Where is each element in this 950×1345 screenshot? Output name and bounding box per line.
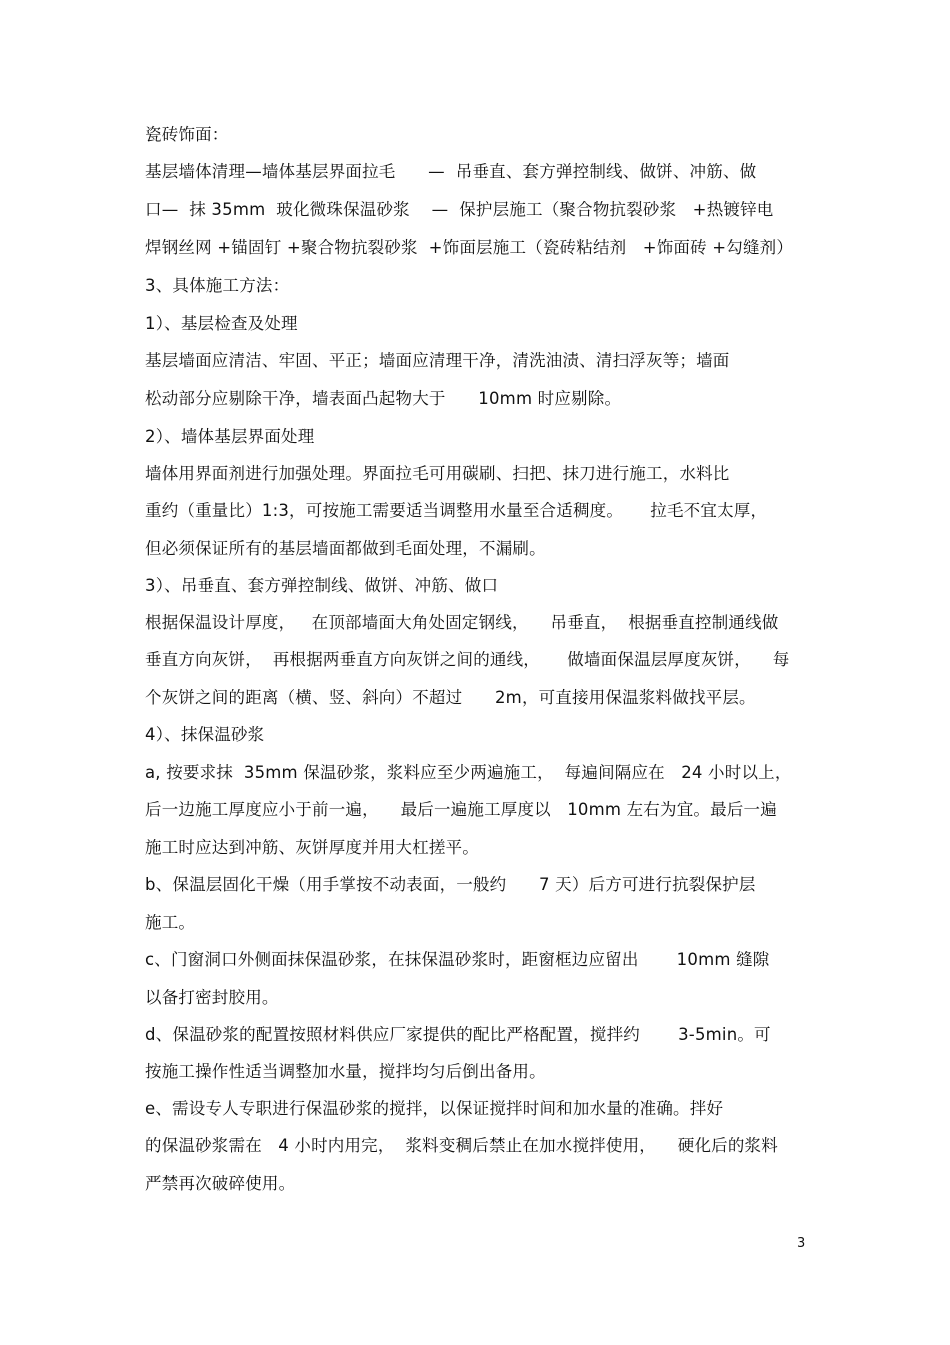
text-line: 基层墙面应清洁、牢固、平正；墙面应清理干净，清洗油渍、清扫浮灰等；墙面 <box>145 351 730 370</box>
section-heading: 3、具体施工方法： <box>145 276 290 295</box>
text-line: 瓷砖饰面： <box>145 125 229 144</box>
text-line: 严禁再次破碎使用。 <box>145 1174 296 1193</box>
text-line: d、保温砂浆的配置按照材料供应厂家提供的配比严格配置，搅拌约 3-5min。可 <box>145 1025 771 1044</box>
text-line: e、需设专人专职进行保温砂浆的搅拌，以保证搅拌时间和加水量的准确。拌好 <box>145 1099 724 1118</box>
text-line: 个灰饼之间的距离（横、竖、斜向）不超过 2m，可直接用保温浆料做找平层。 <box>145 688 756 707</box>
text-line: 以备打密封胶用。 <box>145 988 279 1007</box>
text-line: 松动部分应剔除干净，墙表面凸起物大于 10mm 时应剔除。 <box>145 389 622 408</box>
text-line: 基层墙体清理—墙体基层界面拉毛 — 吊垂直、套方弹控制线、做饼、冲筋、做 <box>145 162 757 181</box>
text-line: 但必须保证所有的基层墙面都做到毛面处理，不漏刷。 <box>145 539 546 558</box>
subsection-heading: 2）、墙体基层界面处理 <box>145 427 315 446</box>
text-line: 焊钢丝网 +锚固钉 +聚合物抗裂砂浆 +饰面层施工（瓷砖粘结剂 +饰面砖 +勾缝剂） <box>145 238 794 257</box>
page-number: 3 <box>797 1236 806 1251</box>
text-line: 的保温砂浆需在 4 小时内用完， 浆料变稠后禁止在加水搅拌使用， 硬化后的浆料 <box>145 1136 778 1155</box>
text-line: 墙体用界面剂进行加强处理。界面拉毛可用碳刷、扫把、抹刀进行施工，水料比 <box>145 464 730 483</box>
text-line: 垂直方向灰饼， 再根据两垂直方向灰饼之间的通线， 做墙面保温层厚度灰饼， 每 <box>145 650 790 669</box>
text-line: 施工时应达到冲筋、灰饼厚度并用大杠搓平。 <box>145 838 479 857</box>
text-line: 根据保温设计厚度， 在顶部墙面大角处固定钢线， 吊垂直， 根据垂直控制通线做 <box>145 613 779 632</box>
text-line: 重约（重量比）1:3，可按施工需要适当调整用水量至合适稠度。 拉毛不宜太厚， <box>145 501 768 520</box>
subsection-heading: 1）、基层检查及处理 <box>145 314 298 333</box>
text-line: c、门窗洞口外侧面抹保温砂浆，在抹保温砂浆时，距窗框边应留出 10mm 缝隙 <box>145 950 770 969</box>
subsection-heading: 3）、吊垂直、套方弹控制线、做饼、冲筋、做口 <box>145 576 499 595</box>
text-line: 口— 抹 35mm 玻化微珠保温砂浆 — 保护层施工（聚合物抗裂砂浆 +热镀锌电 <box>145 200 774 219</box>
text-line: a, 按要求抹 35mm 保温砂浆，浆料应至少两遍施工， 每遍间隔应在 24 小时以上， <box>145 763 792 782</box>
text-line: 后一边施工厚度应小于前一遍， 最后一遍施工厚度以 10mm 左右为宜。最后一遍 <box>145 800 777 819</box>
text-line: 按施工操作性适当调整加水量，搅拌均匀后倒出备用。 <box>145 1062 546 1081</box>
text-line: 施工。 <box>145 913 196 932</box>
text-line: b、保温层固化干燥（用手掌按不动表面，一般约 7 天）后方可进行抗裂保护层 <box>145 875 756 894</box>
subsection-heading: 4）、抹保温砂浆 <box>145 725 265 744</box>
